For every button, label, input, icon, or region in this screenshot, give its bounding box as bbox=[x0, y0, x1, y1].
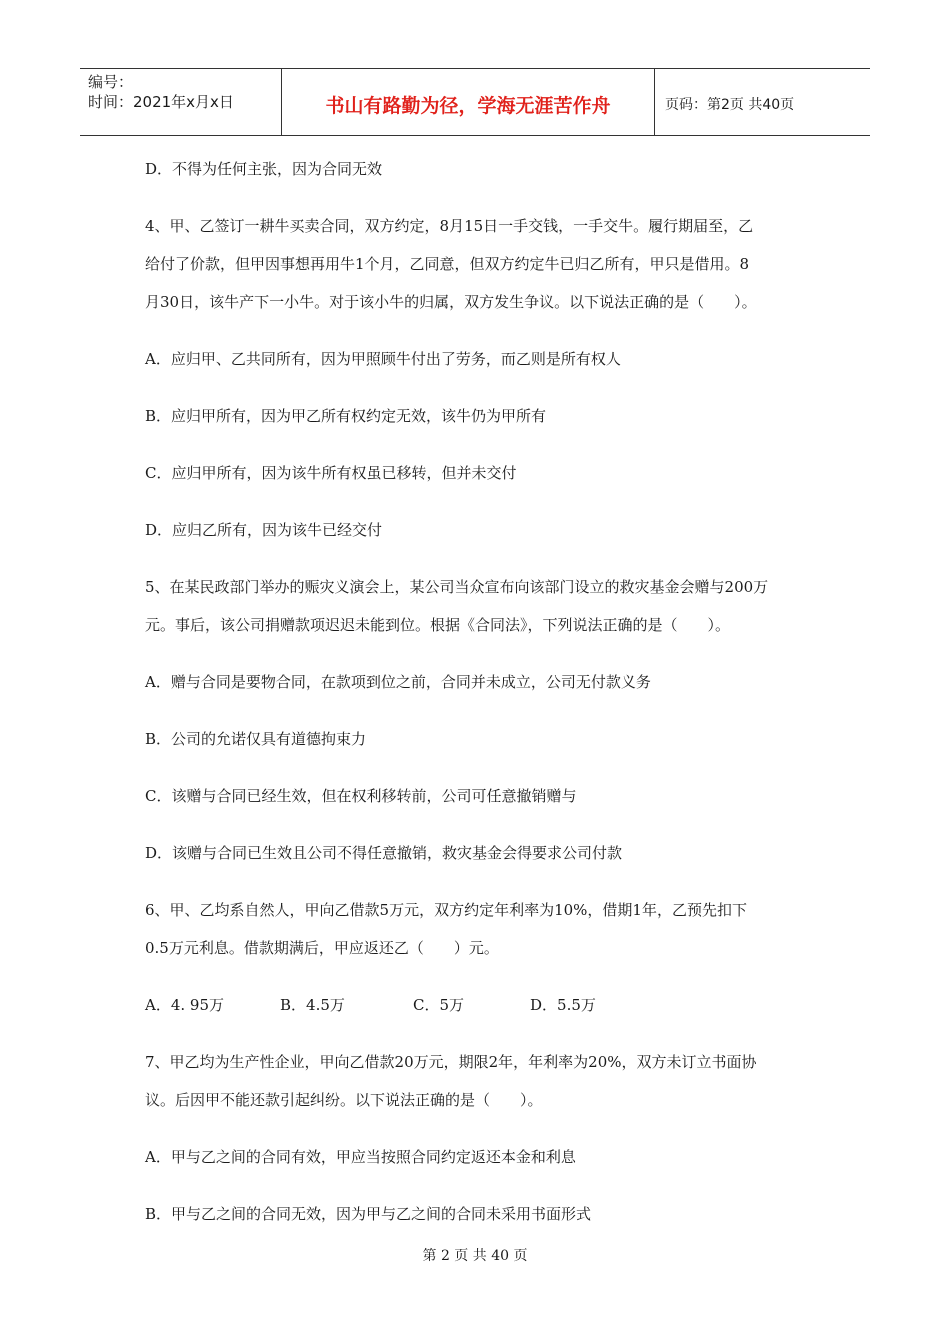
header-page-info: 页码：第2页 共40页 bbox=[665, 97, 795, 113]
paragraph-gap bbox=[145, 701, 810, 720]
text-line: 月30日，该牛产下一小牛。对于该小牛的归属，双方发生争议。以下说法正确的是（ ）。 bbox=[145, 293, 757, 311]
text-line: C．该赠与合同已经生效，但在权利移转前，公司可任意撤销赠与 bbox=[145, 787, 577, 805]
answer-option: B．4.5万 bbox=[280, 996, 345, 1014]
paragraph-gap bbox=[145, 1119, 810, 1138]
paragraph-gap bbox=[145, 758, 810, 777]
page-header bbox=[80, 68, 870, 136]
answer-option: C．5万 bbox=[413, 996, 465, 1014]
paragraph-gap bbox=[145, 967, 810, 986]
text-line: B．甲与乙之间的合同无效，因为甲与乙之间的合同未采用书面形式 bbox=[145, 1205, 592, 1223]
document-date: 时间：2021年x月x日 bbox=[88, 93, 234, 111]
text-line: D．该赠与合同已生效且公司不得任意撤销，救灾基金会得要求公司付款 bbox=[145, 844, 623, 862]
answer-option: D．5.5万 bbox=[530, 996, 596, 1014]
text-line: D．应归乙所有，因为该牛已经交付 bbox=[145, 521, 383, 539]
text-line: 6、甲、乙均系自然人，甲向乙借款5万元，双方约定年利率为10%，借期1年，乙预先扣下 bbox=[145, 901, 747, 919]
page-footer: 第 2 页 共 40 页 bbox=[422, 1248, 528, 1264]
text-line: 给付了价款，但甲因事想再用牛1个月，乙同意，但双方约定牛已归乙所有，甲只是借用。8 bbox=[145, 255, 750, 273]
paragraph-gap bbox=[145, 644, 810, 663]
text-line: A．甲与乙之间的合同有效，甲应当按照合同约定返还本金和利息 bbox=[145, 1148, 576, 1166]
paragraph-gap bbox=[145, 435, 810, 454]
document-body bbox=[145, 150, 810, 1233]
text-line: 0.5万元利息。借款期满后，甲应返还乙（ ）元。 bbox=[145, 939, 499, 957]
text-line: 5、在某民政部门举办的赈灾义演会上，某公司当众宣布向该部门设立的救灾基金会赠与200万 bbox=[145, 578, 769, 596]
text-line: B．应归甲所有，因为甲乙所有权约定无效，该牛仍为甲所有 bbox=[145, 407, 547, 425]
text-line: 4、甲、乙签订一耕牛买卖合同，双方约定，8月15日一手交钱，一手交牛。履行期届至，乙 bbox=[145, 217, 754, 235]
paragraph-gap bbox=[145, 321, 810, 340]
text-line: A．应归甲、乙共同所有，因为甲照顾牛付出了劳务，而乙则是所有权人 bbox=[145, 350, 621, 368]
paragraph-gap bbox=[145, 549, 810, 568]
paragraph-gap bbox=[145, 1176, 810, 1195]
paragraph-gap bbox=[145, 378, 810, 397]
text-line: 议。后因甲不能还款引起纠纷。以下说法正确的是（ ）。 bbox=[145, 1091, 543, 1109]
paragraph-gap bbox=[145, 188, 810, 207]
paragraph-gap bbox=[145, 815, 810, 834]
text-line: B．公司的允诺仅具有道德拘束力 bbox=[145, 730, 367, 748]
header-motto: 书山有路勤为径，学海无涯苦作舟 bbox=[282, 69, 655, 135]
text-line: C．应归甲所有，因为该牛所有权虽已移转，但并未交付 bbox=[145, 464, 517, 482]
paragraph-gap bbox=[145, 1024, 810, 1043]
paragraph-gap bbox=[145, 872, 810, 891]
text-line: 元。事后，该公司捐赠款项迟迟未能到位。根据《合同法》，下列说法正确的是（ ）。 bbox=[145, 616, 731, 634]
answer-option: A．4. 95万 bbox=[145, 996, 224, 1014]
text-line: 7、甲乙均为生产性企业，甲向乙借款20万元，期限2年，年利率为20%，双方未订立书面协 bbox=[145, 1053, 757, 1071]
text-line: D．不得为任何主张，因为合同无效 bbox=[145, 160, 383, 178]
document-number-label: 编号： bbox=[88, 73, 134, 91]
answer-options-row bbox=[145, 986, 810, 1024]
header-meta bbox=[80, 69, 282, 135]
text-line: A．赠与合同是要物合同，在款项到位之前，合同并未成立，公司无付款义务 bbox=[145, 673, 651, 691]
paragraph-gap bbox=[145, 492, 810, 511]
